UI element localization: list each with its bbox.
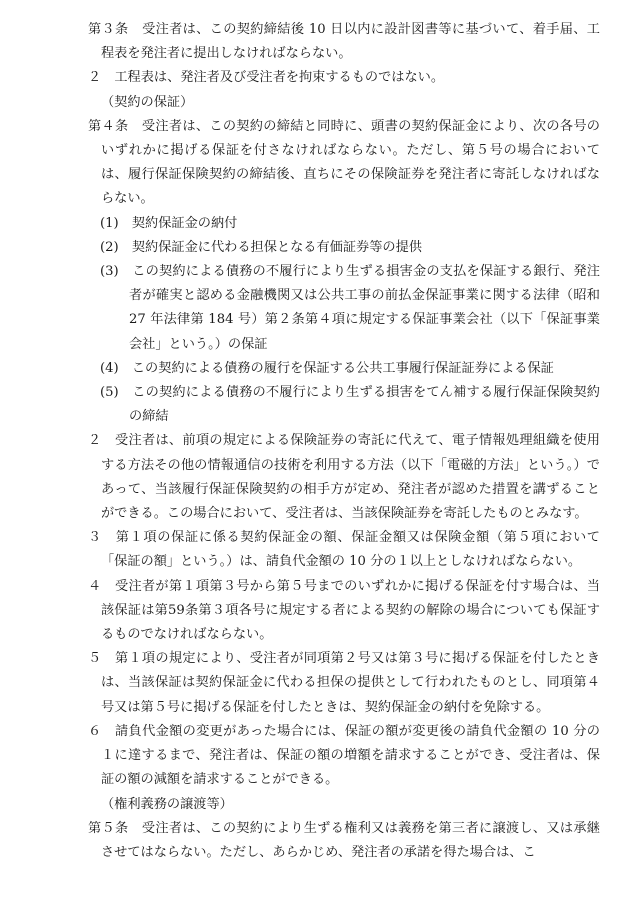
article-4-item-4: (4) この契約による債務の履行を保証する公共工事履行保証証券による保証 [100, 360, 554, 376]
article-4: 第４条 受注者は、この契約の締結と同時に、頭書の契約保証金により、次の各号のいずれかに掲げる保証を付さなければならない。ただし、第５号の場合においては、履行保証保険契約の締結後、直ちにその保険証券を発注者に寄託しなければならない。 [88, 118, 600, 207]
article-4-para-2: ２ 受注者は、前項の規定による保険証券の寄託に代えて、電子情報処理組織を使用する方法その他の情報通信の技術を利用する方法（以下「電磁的方法」という。）であって、当該履行保証保険契約の相手方が定め、発注者が認めた措置を講ずることができる。この場合において、受注者は、当該保険証券を寄託したものとみなす。 [88, 433, 600, 522]
article-3-para-2: ２ 工程表は、発注者及び受注者を拘束するものではない。 [88, 70, 445, 86]
article-4-item-5: (5) この契約による債務の不履行により生ずる損害をてん補する履行保証保険契約の締結 [100, 385, 600, 425]
caption-contract-guarantee: （契約の保証） [101, 94, 194, 110]
article-3: 第３条 受注者は、この契約締結後 10 日以内に設計図書等に基づいて、着手届、工程表を発注者に提出しなければならない。 [88, 22, 600, 62]
article-4-item-1: (1) 契約保証金の納付 [100, 215, 238, 231]
article-4-para-3: ３ 第１項の保証に係る契約保証金の額、保証金額又は保険金額（第５項において「保証の額」という。）は、請負代金額の 10 分の１以上としなければならない。 [88, 530, 600, 570]
caption-assignment-of-rights: （権利義務の譲渡等） [101, 796, 233, 812]
article-5: 第５条 受注者は、この契約により生ずる権利又は義務を第三者に譲渡し、又は承継させてはならない。ただし、あらかじめ、発注者の承諾を得た場合は、こ [88, 820, 600, 860]
article-4-para-5: ５ 第１項の規定により、受注者が同項第２号又は第３号に掲げる保証を付したときは、当該保証は契約保証金に代わる担保の提供として行われたものとし、同項第４号又は第５号に掲げる保証を付したときは、契約保証金の納付を免除する。 [88, 651, 600, 715]
article-4-para-6: ６ 請負代金額の変更があった場合には、保証の額が変更後の請負代金額の 10 分の１に達するまで、発注者は、保証の額の増額を請求することができ、受注者は、保証の額の減額を請求することができる。 [88, 723, 600, 788]
article-4-item-3: (3) この契約による債務の不履行により生ずる損害金の支払を保証する銀行、発注者が確実と認める金融機関又は公共工事の前払金保証事業に関する法律（昭和 27 年法律第 184 号）第２条第４項に規定する保証事業会社（以下「保証事業会社」という。）の保証 [100, 264, 600, 352]
article-4-para-4: ４ 受注者が第１項第３号から第５号までのいずれかに掲げる保証を付す場合は、当該保証は第59条第３項各号に規定する者による契約の解除の場合についても保証するものでなければならない。 [88, 578, 600, 643]
article-4-item-2: (2) 契約保証金に代わる担保となる有価証券等の提供 [100, 239, 422, 255]
